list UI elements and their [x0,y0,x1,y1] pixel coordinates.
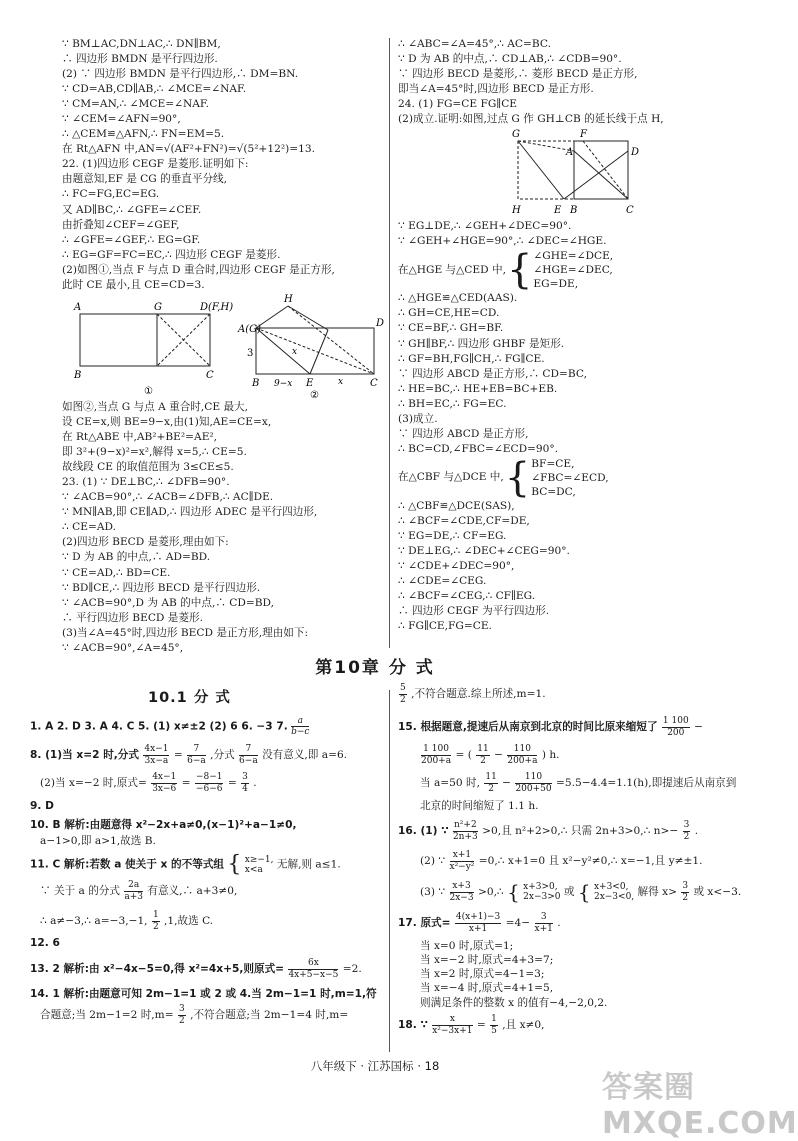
left-bottom-line: 故线段 CE 的取值范围为 3≤CE≤5. [62,461,234,474]
answer-8-line1: 8. (1)当 x=2 时,分式 $\frac{4x-1}{3x-a}$ = $\frac{7}{6-a}$ ,分式 $\frac{7}{6-a}$ 没有意义,即 a=6. [30,744,348,766]
brace2-lead: 在△CBF 与△DCE 中, [398,471,504,484]
left-top-line: ∵ ∠CEM=∠AFN=90°, [62,113,181,126]
left-top-line: (2)如图①,当点 F 与点 D 重合时,四边形 CEGF 是正方形, [62,263,335,276]
left-bottom-line: ∵ D 为 AB 的中点,∴ AD=BD. [62,551,211,564]
right-mid2-line: ∴ BH=EC,∴ FG=EC. [398,397,507,410]
left-bottom-line: (2)四边形 BECD 是菱形,理由如下: [62,536,229,549]
right-top-line: (2)成立.证明:如图,过点 G 作 GH⊥CB 的延长线于点 H, [398,113,664,126]
left-bottom-line: ∵ MN∥AB,即 CE∥AD,∴ 四边形 ADEC 是平行四边形, [62,506,318,519]
answer-16-line3: (3) ∵ $\frac{x+3}{2x-3}$ >0,∴ { x+3>0, 2x−3>0 或 { x+3<0, 2x−3<0, 解得 x> $\frac{3}{2}$ 或 x<−3. [420,880,742,904]
fig2-label-c: C [370,378,378,389]
figure-3 [508,127,648,219]
left-bottom-line: ∵ BD∥CE,∴ 四边形 BECD 是平行四边形. [62,581,261,594]
answer-9: 9. D [30,800,54,812]
right-mid2-line: ∴ GH=CE,HE=CD. [398,307,500,320]
brace1-lead: 在△HGE 与△CED 中, [398,263,506,276]
figure-1-rectangle [80,314,210,366]
brace-item: ∠GHE=∠DCE, [533,250,614,263]
brace-item: EG=DE, [533,278,579,291]
fig3-label-f: F [580,129,587,140]
left-top-line: ∴ FC=FG,EC=EG. [62,188,160,201]
right-bottom-line: ∴ ∠BCF=∠CDE,CF=DE, [398,514,530,527]
figure-2-diagram [256,306,374,374]
left-top-line: ∵ CM=AN,∴ ∠MCE=∠NAF. [62,98,209,111]
right-bottom-line: ∵ DE⊥EG,∴ ∠DEC+∠CEG=90°. [398,545,570,558]
brace1-glyph: { [506,247,533,294]
right-bottom-line: ∴ FG∥CE,FG=CE. [398,620,492,633]
left-top-line: 22. (1)四边形 CEGF 是菱形.证明如下: [62,158,249,171]
fig2-label-d: D [376,318,385,329]
right-bottom-line: ∵ EG=DE,∴ CF=EG. [398,529,507,542]
left-bottom-line: 在 Rt△ABE 中,AB²+BE²=AE², [62,431,218,444]
right-mid-line: ∵ ∠GEH+∠HGE=90°,∴ ∠DEC=∠HGE. [398,235,607,248]
answer-14-cont: $\frac{5}{2}$ ,不符合题意.综上所述,m=1. [400,683,546,705]
answer-1-7: 1. A 2. D 3. A 4. C 5. (1) x≠±2 (2) 6 6. −3 7. $\frac{a}{b-c}$ [30,716,310,737]
right-bottom-line: ∴ 四边形 CEGF 为平行四边形. [398,605,550,618]
left-bottom-line: ∵ ∠ACB=90°,D 为 AB 的中点,∴ CD=BD, [62,596,275,609]
fig3-label-g: G [512,129,520,140]
fig3-label-a: A [566,147,574,158]
right-mid2-line: ∴ HE=BC,∴ HE+EB=BC+EB. [398,382,558,395]
answer-14-line1: 14. 1 解析:由题意可知 2m−1=1 或 2 或 4.当 2m−1=1 时,m=1,符 [30,988,377,1000]
answer-17-line1: 17. 原式= $\frac{4(x+1)-3}{x+1}$ =4− $\frac{3}{x+1}$ . [398,912,561,934]
fig2-label-h: H [284,294,293,305]
brace-item: BF=CE, [531,457,575,470]
right-bottom-line: ∵ ∠CDE+∠DEC=90°, [398,560,515,573]
left-top-line: ∴ ∠GFE=∠GEF,∴ EG=GF. [62,233,201,246]
right-bottom-line: ∴ ∠BCF=∠CEG,∴ CF∥EG. [398,590,536,603]
brace-item: BC=DC, [531,485,576,498]
left-column-bottom [62,400,380,656]
left-top-line: ∵ BM⊥AC,DN⊥AC,∴ DN∥BM, [62,38,221,50]
fig3-label-e: E [554,205,562,216]
left-top-line: ∴ △CEM≌△AFN,∴ FN=EM=5. [62,128,225,141]
fig3-label-b: B [570,205,578,216]
left-bottom-line: 设 CE=x,则 BE=9−x,由(1)知,AE=CE=x, [62,416,272,429]
answer-15-line2: $\frac{1 100}{200+a}$ = ( $\frac{11}{2}$ − $\frac{110}{200+a}$ ) h. [421,744,560,766]
brace-item: ∠FBC=∠ECD, [531,471,609,484]
fig2-label-e: E [306,378,314,389]
right-mid2-line: ∴ GF=BH,FG∥CH,∴ FG∥CE. [398,352,545,365]
answer-17-line2: 当 x=0 时,原式=1; [420,940,514,952]
right-mid2-line: ∵ CE=BF,∴ GH=BF. [398,322,504,335]
fig3-label-c: C [626,205,634,216]
answer-15-line3: 当 a=50 时, $\frac{11}{2}$ − $\frac{110}{200+50}$ =5.5−4.4=1.1(h),即提速后从南京到 [420,772,737,794]
brace2-glyph: { [504,454,531,501]
left-top-line: ∴ EG=GF=FC=EC,∴ 四边形 CEGF 是菱形. [62,248,281,261]
fig2-label-xx: x [338,377,344,387]
right-mid2-line: ∵ GH∥BF,∴ 四边形 GHBF 是矩形. [398,337,565,350]
answer-13: 13. 2 解析:由 x²−4x−5=0,得 x²=4x+5,则原式= $\frac{6x}{4x+5-x-5}$ =2. [30,958,362,980]
right-mid2-line: (3)成立. [398,412,438,425]
right-top-line: 24. (1) FG=CE FG∥CE [398,98,518,111]
answer-15-line4: 北京的时间缩短了 1.1 h. [420,800,539,812]
left-bottom-line: ∵ ∠ACB=90°,∠A=45°, [62,641,184,654]
answer-14-line2: 合题意;当 2m−1=2 时,m= $\frac{3}{2}$ ,不符合题意;当 2m−1=4 时,m= [40,1004,349,1026]
left-bottom-line: ∵ CE=AD,∴ BD=CE. [62,566,171,579]
answer-10-line1: 10. B 解析:由题意得 x²−2x+a≠0,(x−1)²+a−1≠0, [30,819,297,831]
right-mid2-line: ∵ 四边形 ABCD 是正方形, [398,427,529,440]
right-bottom-line: ∴ △CBF≌△DCE(SAS), [398,499,515,512]
left-bottom-line: 即 3²+(9−x)²=x²,解得 x=5,∴ CE=5. [62,446,247,459]
fig2-label-three: 3 [247,348,254,359]
fig3-label-d: D [631,147,640,158]
answer-12: 12. 6 [30,937,60,949]
answer-17-line6: 则满足条件的整数 x 的值有−4,−2,0,2. [420,997,608,1009]
left-top-line: (2) ∵ 四边形 BMDN 是平行四边形,∴ DM=BN. [62,68,299,81]
fig1-caption: ① [144,386,153,397]
fig2-label-b: B [252,378,260,389]
fig1-label-a: A [74,302,82,313]
answer-8-line2: (2)当 x=−2 时,原式= $\frac{4x-1}{3x-6}$ = $\frac{-8-1}{-6-6}$ = $\frac{3}{4}$ . [40,772,257,794]
left-bottom-line: 23. (1) ∵ DE⊥BC,∴ ∠DFB=90°. [62,476,230,489]
right-top-line: ∴ ∠ABC=∠A=45°,∴ AC=BC. [398,38,551,50]
answer-17-line4: 当 x=2 时,原式=4−1=3; [420,968,545,980]
answer-11-line3: ∴ a≠−3,∴ a=−3,−1, $\frac{1}{2}$ ,1,故选 C. [40,910,214,932]
right-mid2-line: ∴ BC=CD,∠FBC=∠ECD=90°. [398,442,559,455]
right-mid2-line: ∵ 四边形 ABCD 是正方形,∴ CD=BC, [398,367,587,380]
fig2-label-x: x [292,347,298,357]
left-top-line: ∴ 四边形 BMDN 是平行四边形. [62,53,218,66]
fig2-label-ag: A(G) [238,324,262,335]
left-top-line: 又 AD∥BC,∴ ∠GFE=∠CEF. [62,203,202,216]
brace-item: ∠HGE=∠DEC, [533,264,613,277]
brace-system-2 [398,454,724,501]
left-top-line: ∵ CD=AB,CD∥AB,∴ ∠MCE=∠NAF. [62,83,247,96]
chapter-title: 第10章 分 式 [315,658,435,678]
column-divider-bottom [389,690,390,1052]
fig1-label-c: C [206,370,214,381]
answer-17-line5: 当 x=−4 时,原式=4+1=5, [420,982,554,994]
right-top-line: ∵ D 为 AB 的中点,∴ CD⊥AB,∴ ∠CDB=90°. [398,53,622,66]
watermark-logo: 答案圈 MXQE.COM [602,1070,798,1141]
left-top-line: 由题意知,EF 是 CG 的垂直平分线, [62,173,228,186]
fig2-caption: ② [310,390,319,401]
right-mid2-line: ∴ △HGE≌△CED(AAS). [398,292,518,305]
left-column-top [62,37,380,293]
right-bottom-line: ∴ ∠CDE=∠CEG. [398,575,487,588]
answer-16-line1: 16. (1) ∵ $\frac{\text{n²+2}}{2n+3}$ >0,且 n²+2>0,∴ 只需 2n+3>0,∴ n>− $\frac{3}{2}$ . [398,820,699,842]
section-title: 10.1 分 式 [148,690,231,706]
right-top-line: ∵ 四边形 BECD 是菱形,∴ 菱形 BECD 是正方形, [398,68,638,81]
column-divider-top [389,38,390,648]
fig3-label-h: H [512,205,521,216]
answer-17-line3: 当 x=−2 时,原式=4+3=7; [420,954,554,966]
left-bottom-line: ∴ 平行四边形 BECD 是菱形. [62,611,203,624]
left-bottom-line: ∵ ∠ACB=90°,∴ ∠ACB=∠DFB,∴ AC∥DE. [62,491,274,504]
right-mid-line: ∵ EG⊥DE,∴ ∠GEH+∠DEC=90°. [398,220,572,233]
fig1-label-g: G [154,302,162,313]
answer-16-line2: (2) ∵ $\frac{x+1}{\text{x²−y²}}$ =0,∴ x+1=0 且 x²−y²≠0,∴ x=−1,且 y≠±1. [420,850,703,872]
answer-11-line1: 11. C 解析:若数 a 使关于 x 的不等式组 { x≥−1, x<a 无解,则 a≤1. [30,852,341,877]
answer-11-line2: ∵ 关于 a 的分式 $\frac{2a}{a+3}$ 有意义,∴ a+3≠0, [40,880,238,902]
left-bottom-line: (3)当∠A=45°时,四边形 BECD 是正方形,理由如下: [62,626,309,639]
fig1-label-b: B [74,370,82,381]
answer-18: 18. ∵ $\frac{x}{\text{x²−3x+1}}$ = $\frac{1}{5}$ ,且 x≠0, [398,1014,545,1036]
left-top-line: 此时 CE 最小,且 CE=CD=3. [62,278,205,291]
right-top-line: 即当∠A=45°时,四边形 BECD 是正方形. [398,83,594,96]
left-top-line: 在 Rt△AFN 中,AN=√(AF²+FN²)=√(5²+12²)=13. [62,143,315,156]
fig2-label-nine: 9−x [274,379,293,389]
left-bottom-line: 如图②,当点 G 与点 A 重合时,CE 最大, [62,401,249,413]
left-bottom-line: ∴ CE=AD. [62,521,116,534]
figure-1-and-2 [66,290,386,402]
brace-system-1 [398,247,724,294]
answer-10-line2: a−1>0,即 a>1,故选 B. [40,835,156,847]
left-top-line: 由折叠知∠CEF=∠GEF, [62,218,180,231]
page-footer: 八年级下 · 江苏国标 · 18 [310,1059,440,1073]
fig1-label-dfh: D(F,H) [200,302,234,313]
answer-15-line1: 15. 根据题意,提速后从南京到北京的时间比原来缩短了 $\frac{1 100}{200}$ − [398,716,703,738]
